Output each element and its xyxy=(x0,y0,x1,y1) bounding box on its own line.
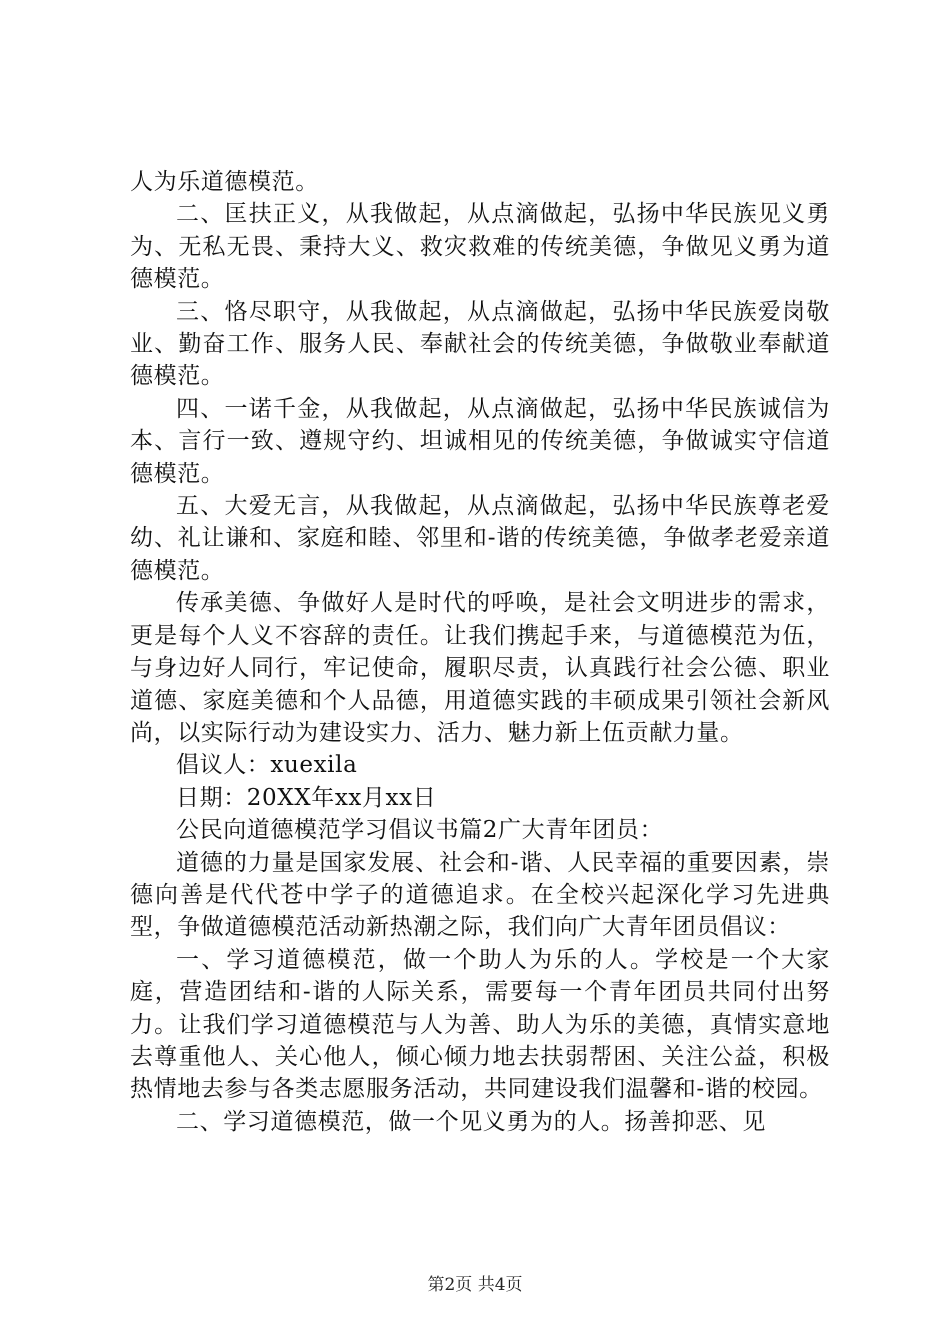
paragraph-item-2: 二、匡扶正义，从我做起，从点滴做起，弘扬中华民族见义勇为、无私无畏、秉持大义、救灾救难的传统美德，争做见义勇为道德模范。 xyxy=(130,201,830,293)
paragraph-conclusion: 传承美德、争做好人是时代的呼唤，是社会文明进步的需求，更是每个人义不容辞的责任。让我们携起手来，与道德模范为伍，与身边好人同行，牢记使命，履职尽责，认真践行社会公德、职业道德、家庭美德和个人品德，用道德实践的丰硕成果引领社会新风尚，以实际行动为建设实力、活力、魅力新上伍贡献力量。 xyxy=(130,590,830,746)
paragraph-continuation: 人为乐道德模范。 xyxy=(130,169,319,195)
paragraph-item-2-1: 一、学习道德模范，做一个助人为乐的人。学校是一个大家庭，营造团结和-谐的人际关系，需要每一个青年团员共同付出努力。让我们学习道德模范与人为善、助人为乐的美德，真情实意地去尊重他人、关心他人，倾心倾力地去扶弱帮困、关注公益，积极热情地去参与各类志愿服务活动，共同建设我们温馨和-谐的校园。 xyxy=(130,946,830,1103)
page-number-footer: 第2页 共4页 xyxy=(427,1275,523,1295)
paragraph-item-4: 四、一诺千金，从我做起，从点滴做起，弘扬中华民族诚信为本、言行一致、遵规守约、坦诚相见的传统美德，争做诚实守信道德模范。 xyxy=(130,395,830,487)
paragraph-item-2-2: 二、学习道德模范，做一个见义勇为的人。扬善抑恶、见 xyxy=(176,1108,766,1135)
section-heading-2: 公民向道德模范学习倡议书篇2广大青年团员： xyxy=(176,817,664,844)
paragraph-item-3: 三、恪尽职守，从我做起，从点滴做起，弘扬中华民族爱岗敬业、勤奋工作、服务人民、奉献社会的传统美德，争做敬业奉献道德模范。 xyxy=(130,298,830,390)
paragraph-intro-2: 道德的力量是国家发展、社会和-谐、人民幸福的重要因素，崇德向善是代代苍中学子的道德追求。在全校兴起深化学习先进典型，争做道德模范活动新热潮之际，我们向广大青年团员倡议： xyxy=(130,849,830,941)
date-line: 日期：20XX年xx月xx日 xyxy=(176,784,437,811)
document-body xyxy=(130,166,830,1138)
paragraph-item-5: 五、大爱无言，从我做起，从点滴做起，弘扬中华民族尊老爱幼、礼让谦和、家庭和睦、邻里和-谐的传统美德，争做孝老爱亲道德模范。 xyxy=(130,493,830,584)
signatory-line: 倡议人：xuexila xyxy=(176,752,358,779)
